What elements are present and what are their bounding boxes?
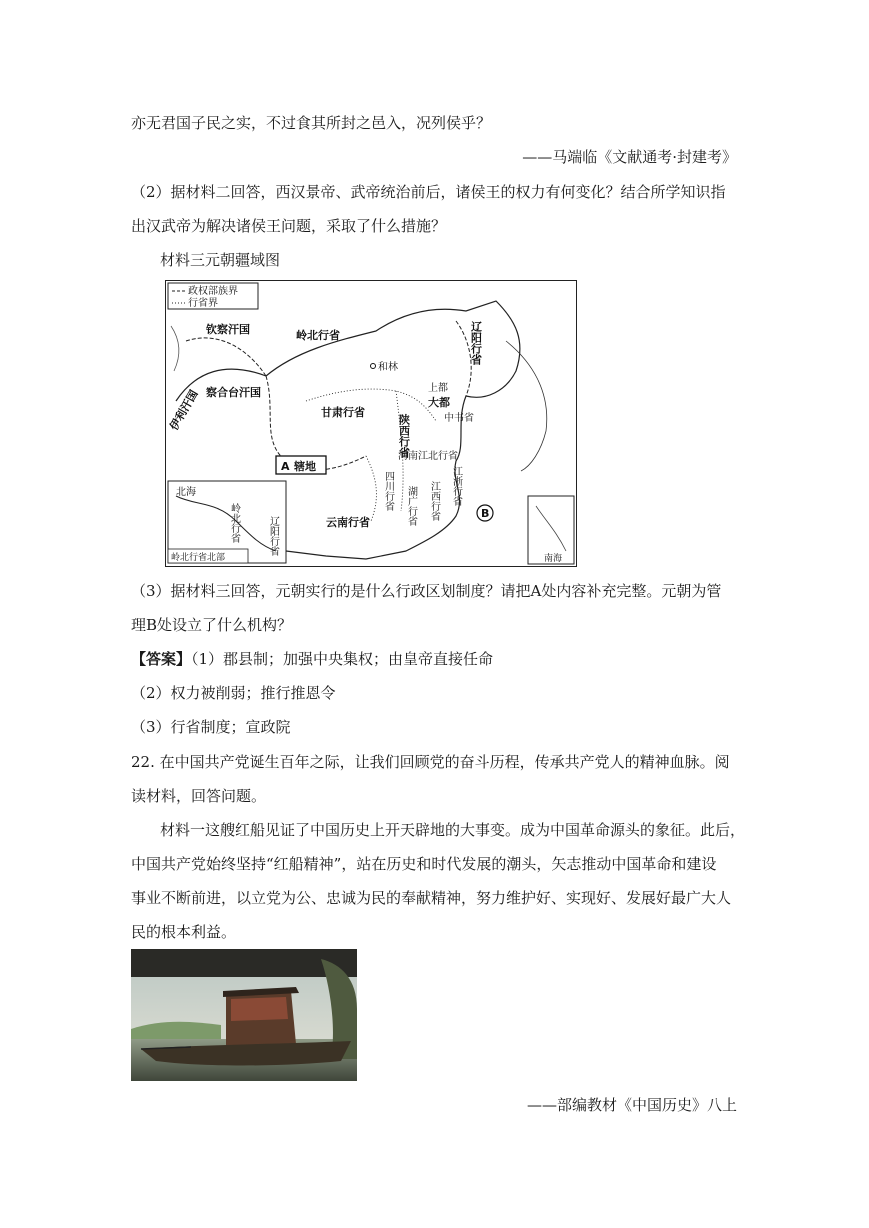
label-jiangzhe: 江浙行省 <box>450 466 462 506</box>
label-ilkhanate: 伊利汗国 <box>167 387 201 433</box>
source-citation-2: ——部编教材《中国历史》八上 <box>526 1096 737 1114</box>
material-1-line3: 事业不断前进，以立党为公、忠诚为民的奉献精神，努力维护好、实现好、发展好最广大人 <box>131 889 732 907</box>
inset-label-nanhai: 南海 <box>544 554 563 564</box>
label-lingbei: 岭北行省 <box>296 329 340 342</box>
label-kipchak-khanate: 钦察汗国 <box>206 323 250 336</box>
answer-1: （1）郡县制；加强中央集权；由皇帝直接任命 <box>191 650 494 668</box>
text-line: 亦无君国子民之实，不过食其所封之邑入，况列侯乎？ <box>131 114 492 132</box>
label-shangdu: 上都 <box>428 383 448 394</box>
material-3-title: 材料三元朝疆域图 <box>160 251 281 269</box>
label-liaoyang: 辽阳行省 <box>469 321 483 365</box>
label-karakorum: 和林 <box>378 362 398 373</box>
material-1-line4: 民的根本利益。 <box>131 923 237 941</box>
material-1-line2: 中国共产党始终坚持“红船精神”，站在历史和时代发展的潮头，矢志推动中国革命和建设 <box>131 855 717 873</box>
japan-coast <box>506 341 547 471</box>
label-chagatai-khanate: 察合台汗国 <box>206 386 261 399</box>
label-jiangxi: 江西行省 <box>428 481 440 521</box>
inset-label-beihai: 北海 <box>176 487 196 498</box>
map-graphic <box>166 281 576 566</box>
question-3-line2: 理B处设立了什么机构？ <box>131 616 293 634</box>
label-a: A <box>281 460 290 473</box>
label-henan: 河南江北行省 <box>398 451 458 462</box>
label-yunnan: 云南行省 <box>326 516 370 529</box>
question-3-line1: （3）据材料三回答，元朝实行的是什么行政区划制度？请把A处内容补充完整。元朝为管 <box>131 582 722 600</box>
cabin-window <box>231 997 288 1021</box>
legend-province-label: 行省界 <box>188 298 218 309</box>
inset-label-lingbei: 岭北行省 <box>228 503 240 543</box>
answer-line1 <box>131 648 493 669</box>
question-22-line1: 22. 在中国共产党诞生百年之际，让我们回顾党的奋斗历程，传承共产党人的精神血脉。阅 <box>131 753 730 771</box>
label-zhongshu: 中书省 <box>444 413 474 424</box>
west-coast-detail <box>171 326 179 371</box>
label-dadu: 大都 <box>428 396 450 409</box>
label-b: B <box>481 507 490 520</box>
source-citation: ——马端临《文献通考·封建考》 <box>522 148 737 166</box>
question-2-line2: 出汉武帝为解决诸侯王问题，采取了什么措施？ <box>131 217 447 235</box>
inset-caption: 岭北行省北部 <box>171 553 226 563</box>
material-1-line1: 材料一这艘红船见证了中国历史上开天辟地的大事变。成为中国革命源头的象征。此后， <box>160 821 746 839</box>
inset-label-liaoyang: 辽阳行省 <box>267 516 279 556</box>
answer-3: （3）行省制度；宣政院 <box>131 718 291 736</box>
label-shanxi: 陕西行省 <box>397 414 411 458</box>
answer-2: （2）权力被削弱；推行推恩令 <box>131 684 336 702</box>
label-gansu: 甘肃行省 <box>321 406 365 419</box>
yuan-dynasty-map <box>165 280 577 567</box>
legend-political-label: 政权部族界 <box>188 286 238 297</box>
answer-label: 【答案】 <box>131 650 192 668</box>
question-22-line2: 读材料，回答问题。 <box>131 787 267 805</box>
red-boat-photo <box>131 949 357 1081</box>
question-2-line1: （2）据材料二回答，西汉景帝、武帝统治前后，诸侯王的权力有何变化？结合所学知识指 <box>131 183 726 201</box>
red-boat-illustration <box>131 949 357 1081</box>
label-a-text: 辖地 <box>294 460 316 473</box>
khanate-border <box>186 338 366 470</box>
label-sichuan: 四川行省 <box>382 471 394 511</box>
karakorum-marker <box>371 364 376 369</box>
label-huguang: 湖广行省 <box>405 486 417 526</box>
